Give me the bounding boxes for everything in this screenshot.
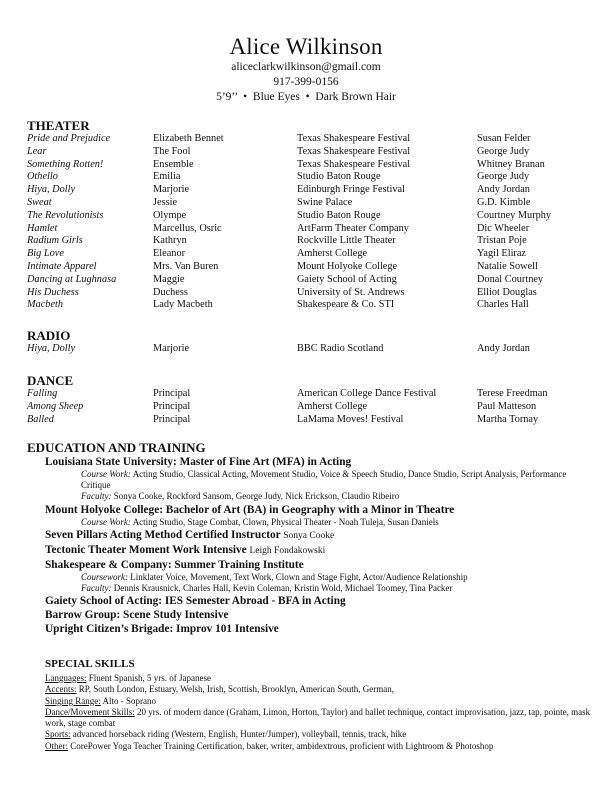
credit-row <box>27 146 587 159</box>
credit-director: Andy Jordan <box>477 343 530 354</box>
credit-list <box>27 343 587 356</box>
credit-list <box>27 388 587 426</box>
credit-role: Marjorie <box>153 184 190 196</box>
skill-text: advanced horseback riding (Western, English, Hunter/Jumper), volleyball, tennis, track, hike <box>72 729 407 740</box>
coursework-label: Coursework: <box>81 571 128 582</box>
credit-show: Big Love <box>27 248 64 260</box>
skill-sports <box>45 729 610 740</box>
credit-show: Hamlet <box>27 222 58 234</box>
credit-director: Whitney Branan <box>477 158 545 170</box>
credit-role: Marjorie <box>153 343 190 354</box>
credit-role: The Fool <box>153 145 191 157</box>
credit-venue: Amherst College <box>297 248 368 260</box>
credit-show: Othello <box>27 171 58 183</box>
vitals <box>0 90 612 105</box>
shakespeare-faculty <box>81 583 581 594</box>
course-work-label: Course Work: <box>81 469 131 479</box>
credit-director: G.D. Kimble <box>477 196 531 208</box>
education-seven-pillars <box>45 528 587 543</box>
education-tectonic <box>45 543 587 558</box>
resume-header <box>0 34 612 105</box>
phone: 917-399-0156 <box>273 76 339 88</box>
credit-show: His Duchess <box>27 286 79 298</box>
credit-role: Emilia <box>153 171 181 183</box>
credit-director: Yagil Eliraz <box>477 248 527 260</box>
credit-role: Principal <box>153 388 191 399</box>
credit-show: Balled <box>27 413 54 425</box>
credit-role: Eleanor <box>153 248 186 260</box>
instructor: Sonya Cooke <box>283 530 335 541</box>
credit-show: Lear <box>27 145 47 157</box>
credit-role: Principal <box>153 400 191 412</box>
credit-show: Intimate Apparel <box>27 260 97 272</box>
credit-director: Charles Hall <box>477 299 529 311</box>
skill-label: Sports: <box>45 729 71 740</box>
education-lsu: Louisiana State University: Master of Fine Art (MFA) in Acting <box>45 456 352 468</box>
lsu-faculty <box>81 491 581 502</box>
radio-section <box>27 328 587 356</box>
credit-venue: Studio Baton Rouge <box>297 209 381 221</box>
credit-role: Elizabeth Bennet <box>153 133 224 144</box>
credit-director: Paul Matteson <box>477 400 537 412</box>
skill-label: Accents: <box>45 684 77 695</box>
credit-director: Donal Courtney <box>477 273 544 285</box>
credit-row <box>27 261 587 274</box>
credit-role: Marcellus, Osric <box>153 222 222 234</box>
credit-role: Maggie <box>153 273 185 285</box>
credit-director: Andy Jordan <box>477 184 530 196</box>
hair-color: Dark Brown Hair <box>315 91 396 103</box>
skill-label: Languages: <box>45 673 87 683</box>
credit-director: Courtney Murphy <box>477 209 552 221</box>
training-title: Seven Pillars Acting Method Certified Instructor <box>45 528 281 541</box>
separator: • <box>243 91 248 103</box>
credit-row <box>27 133 587 146</box>
credit-show: Radium Girls <box>27 235 83 247</box>
credit-director: Tristan Poje <box>477 235 527 247</box>
credit-show: Falling <box>27 388 58 399</box>
instructor: Leigh Fondakowski <box>249 545 326 556</box>
course-work-label: Course Work: <box>81 516 131 527</box>
credit-venue: Rockville Little Theater <box>297 235 396 247</box>
skill-other <box>45 741 610 752</box>
credit-venue: Studio Baton Rouge <box>297 171 381 183</box>
credit-row <box>27 343 587 356</box>
lsu-course-work <box>81 469 581 491</box>
credit-venue: Texas Shakespeare Festival <box>297 145 411 157</box>
shakespeare-coursework <box>81 572 581 583</box>
credit-director: Natalie Sowell <box>477 260 538 272</box>
training-title: Tectonic Theater Moment Work Intensive <box>45 543 247 556</box>
credit-venue: Shakespeare & Co. STI <box>297 299 395 311</box>
skills-section <box>27 657 591 752</box>
credit-show: Dancing at Lughnasa <box>27 273 117 285</box>
credit-show: Something Rotten! <box>27 158 104 170</box>
eye-color: Blue Eyes <box>252 91 300 103</box>
education-mhc: Mount Holyoke College: Bachelor of Art (BA) in Geography with a Minor in Theatre <box>45 503 455 516</box>
credit-show: Hiya, Dolly <box>27 343 76 354</box>
dance-section <box>27 373 587 426</box>
section-title: THEATER <box>27 118 90 133</box>
faculty-label: Faculty: <box>81 583 112 594</box>
skill-label: Dance/Movement Skills: <box>45 706 135 717</box>
course-work-text: Acting Studio, Stage Combat, Clown, Physical Theater - Noah Tuleja, Susan Daniels <box>132 516 439 527</box>
credit-row <box>27 223 587 236</box>
education-gaiety: Gaiety School of Acting: IES Semester Abroad - BFA in Acting <box>45 595 346 608</box>
actor-name: Alice Wilkinson <box>229 34 383 59</box>
credit-row <box>27 235 587 248</box>
separator: • <box>305 91 310 103</box>
credit-show: Among Sheep <box>27 400 84 412</box>
credit-row <box>27 159 587 172</box>
section-title: RADIO <box>27 328 71 343</box>
credit-director: Elliot Douglas <box>477 286 537 298</box>
education-shakespeare: Shakespeare & Company: Summer Training Institute <box>45 558 304 571</box>
credit-row <box>27 171 587 184</box>
credit-list <box>27 133 587 312</box>
credit-row <box>27 299 587 312</box>
credit-role: Olympe <box>153 209 187 221</box>
section-title: SPECIAL SKILLS <box>45 658 135 670</box>
credit-row <box>27 197 587 210</box>
credit-role: Kathryn <box>153 235 187 247</box>
credit-role: Principal <box>153 413 191 425</box>
credit-venue: Texas Shakespeare Festival <box>297 133 411 144</box>
credit-row <box>27 274 587 287</box>
credit-venue: Texas Shakespeare Festival <box>297 158 411 170</box>
credit-show: Hiya, Dolly <box>27 184 76 196</box>
credit-venue: Mount Holyoke College <box>297 260 398 272</box>
skill-text: Alto - Soprano <box>102 695 157 706</box>
credit-show: Macbeth <box>27 299 64 311</box>
skill-label: Other: <box>45 740 68 751</box>
credit-show: The Revolutionists <box>27 209 104 221</box>
credit-venue: Edinburgh Fringe Festival <box>297 184 405 196</box>
faculty-text: Dennis Krausnick, Charles Hall, Kevin Coleman, Kristin Wold, Michael Toomey, Tina Packer <box>113 583 453 594</box>
skill-languages <box>45 673 610 684</box>
skill-accents <box>45 684 610 695</box>
credit-role: Duchess <box>153 286 188 298</box>
education-barrow: Barrow Group: Scene Study Intensive <box>45 609 229 622</box>
skill-text: Fluent Spanish, 5 yrs. of Japanese <box>88 673 211 683</box>
height: 5’9’’ <box>216 91 238 103</box>
email: aliceclarkwilkinson@gmail.com <box>231 61 381 73</box>
skill-singing-range <box>45 696 610 707</box>
theater-section <box>27 118 587 312</box>
mhc-course-work <box>81 517 581 528</box>
credit-venue: LaMama Moves! Festival <box>297 413 404 425</box>
credit-role: Mrs. Van Buren <box>153 260 219 272</box>
coursework-text: Linklater Voice, Movement, Text Work, Clown and Stage Fight, Actor/Audience Relationship <box>130 571 468 582</box>
credit-row <box>27 248 587 261</box>
credit-role: Lady Macbeth <box>153 299 213 311</box>
credit-role: Ensemble <box>153 158 194 170</box>
credit-venue: Swine Palace <box>297 196 353 208</box>
credit-row <box>27 401 587 414</box>
skill-text: CorePower Yoga Teacher Training Certification, baker, writer, ambidextrous, proficient with Lightroom & Photoshop <box>70 740 494 751</box>
credit-show: Pride and Prejudice <box>27 133 111 144</box>
credit-row <box>27 388 587 401</box>
credit-show: Sweat <box>27 196 52 208</box>
credit-venue: University of St. Andrews <box>297 286 405 298</box>
credit-venue: BBC Radio Scotland <box>297 343 384 354</box>
skill-text: RP, South London, Estuary, Welsh, Irish, Scottish, Brooklyn, American South, German, <box>78 684 395 695</box>
section-title: DANCE <box>27 373 74 388</box>
credit-venue: ArtFarm Theater Company <box>297 222 409 234</box>
credit-venue: Amherst College <box>297 400 368 412</box>
faculty-label: Faculty: <box>81 491 112 502</box>
credit-venue: Gaiety School of Acting <box>297 273 397 285</box>
credit-director: Terese Freedman <box>477 388 548 399</box>
credit-venue: American College Dance Festival <box>297 388 437 399</box>
credit-row <box>27 287 587 300</box>
credit-row <box>27 414 587 427</box>
faculty-text: Sonya Cooke, Rockford Sansom, George Judy, Nick Erickson, Claudio Ribeiro <box>113 491 400 502</box>
credit-director: Martha Tornay <box>477 413 539 425</box>
education-ucb: Upright Citizen’s Brigade: Improv 101 Intensive <box>45 623 279 636</box>
skill-label: Singing Range: <box>45 695 101 706</box>
credit-director: Susan Felder <box>477 133 531 144</box>
education-list <box>45 455 587 636</box>
education-section <box>27 440 587 636</box>
credit-director: Dic Wheeler <box>477 222 530 234</box>
credit-director: George Judy <box>477 171 530 183</box>
course-work-text: Acting Studio, Classical Acting, Movement Studio, Voice & Speech Studio, Dance Studio, Script Analysis, Performance Critique <box>81 469 567 491</box>
section-title: EDUCATION AND TRAINING <box>27 440 206 455</box>
credit-role: Jessie <box>153 196 178 208</box>
credit-row <box>27 184 587 197</box>
credit-row <box>27 210 587 223</box>
skill-dance-movement <box>45 707 610 730</box>
skill-text: 20 yrs. of modern dance (Graham, Limon, Horton, Taylor) and ballet technique, contact improvisation, jazz, tap, pointe, mask work, stage combat <box>45 706 591 729</box>
credit-director: George Judy <box>477 145 530 157</box>
